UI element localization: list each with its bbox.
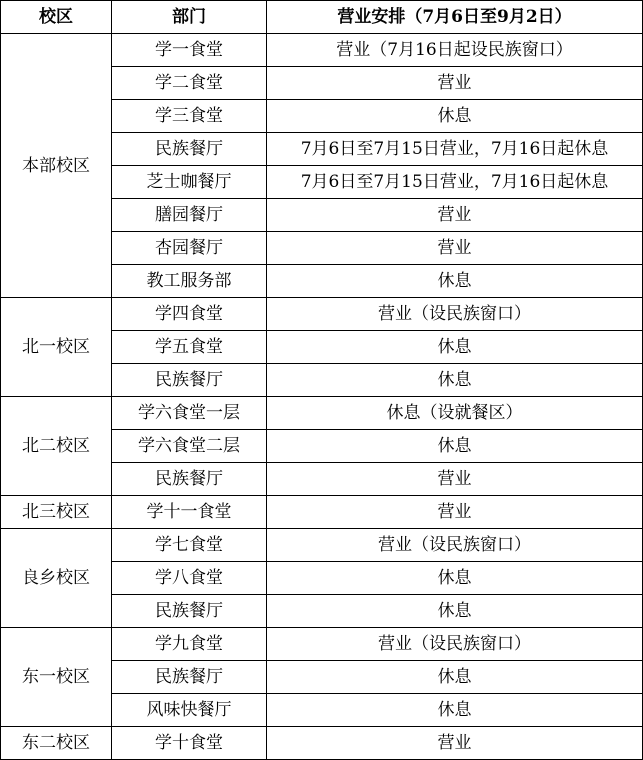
department-cell: 民族餐厅 [112,595,267,628]
schedule-cell: 营业（设民族窗口） [267,529,643,562]
department-cell: 杏园餐厅 [112,232,267,265]
schedule-cell: 营业（设民族窗口） [267,628,643,661]
header-campus: 校区 [1,1,112,34]
schedule-cell: 休息（设就餐区） [267,397,643,430]
table-row [1,496,643,529]
schedule-cell: 休息 [267,595,643,628]
campus-cell: 本部校区 [1,34,112,298]
table-row [1,298,643,331]
department-cell: 民族餐厅 [112,661,267,694]
department-cell: 学六食堂二层 [112,430,267,463]
department-cell: 民族餐厅 [112,364,267,397]
department-cell: 学四食堂 [112,298,267,331]
department-cell: 民族餐厅 [112,133,267,166]
department-cell: 学五食堂 [112,331,267,364]
schedule-cell: 休息 [267,661,643,694]
schedule-cell: 休息 [267,265,643,298]
campus-cell: 北三校区 [1,496,112,529]
schedule-cell: 休息 [267,562,643,595]
schedule-cell: 休息 [267,430,643,463]
schedule-cell: 营业 [267,67,643,100]
department-cell: 芝士咖餐厅 [112,166,267,199]
table-row [1,34,643,67]
department-cell: 学一食堂 [112,34,267,67]
department-cell: 民族餐厅 [112,463,267,496]
header-row [1,1,643,34]
department-cell: 学八食堂 [112,562,267,595]
schedule-cell: 营业 [267,463,643,496]
campus-cell: 东一校区 [1,628,112,727]
campus-cell: 东二校区 [1,727,112,760]
schedule-cell: 营业 [267,727,643,760]
table-body [1,34,643,760]
table-row [1,628,643,661]
schedule-cell: 休息 [267,331,643,364]
department-cell: 学六食堂一层 [112,397,267,430]
table-row [1,727,643,760]
schedule-cell: 休息 [267,100,643,133]
department-cell: 学七食堂 [112,529,267,562]
department-cell: 学十食堂 [112,727,267,760]
department-cell: 学三食堂 [112,100,267,133]
campus-cell: 北一校区 [1,298,112,397]
schedule-cell: 7月6日至7月15日营业，7月16日起休息 [267,133,643,166]
table-row [1,397,643,430]
campus-cell: 良乡校区 [1,529,112,628]
campus-cell: 北二校区 [1,397,112,496]
schedule-cell: 营业 [267,496,643,529]
department-cell: 风味快餐厅 [112,694,267,727]
department-cell: 学十一食堂 [112,496,267,529]
department-cell: 膳园餐厅 [112,199,267,232]
table-row [1,529,643,562]
schedule-cell: 休息 [267,694,643,727]
schedule-cell: 营业（设民族窗口） [267,298,643,331]
department-cell: 教工服务部 [112,265,267,298]
department-cell: 学二食堂 [112,67,267,100]
schedule-cell: 7月6日至7月15日营业，7月16日起休息 [267,166,643,199]
department-cell: 学九食堂 [112,628,267,661]
header-schedule: 营业安排（7月6日至9月2日） [267,1,643,34]
header-department: 部门 [112,1,267,34]
schedule-cell: 营业 [267,232,643,265]
schedule-cell: 营业（7月16日起设民族窗口） [267,34,643,67]
schedule-cell: 休息 [267,364,643,397]
schedule-cell: 营业 [267,199,643,232]
